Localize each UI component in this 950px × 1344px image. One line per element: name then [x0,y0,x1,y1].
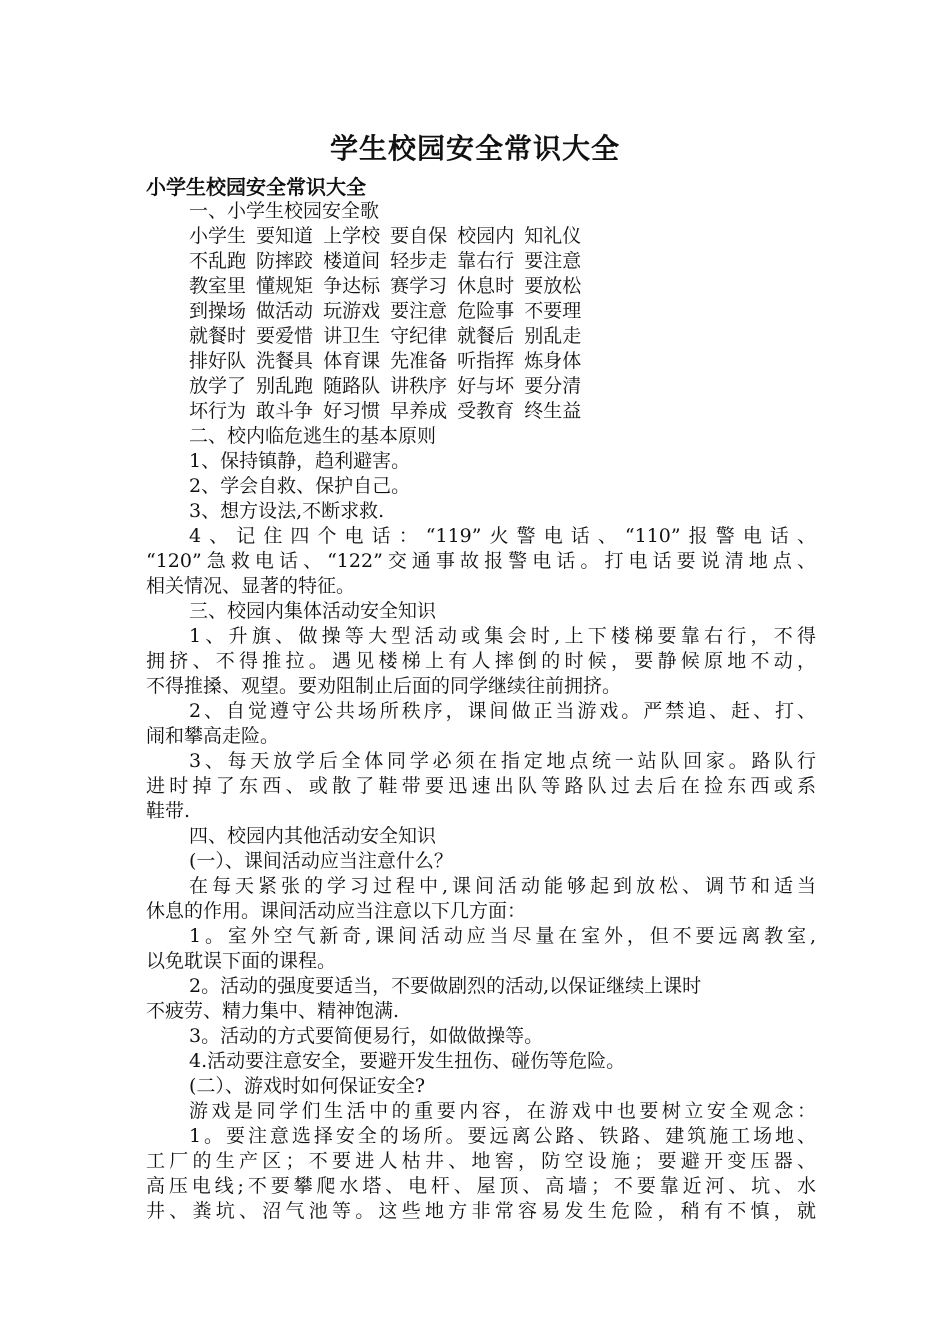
paragraph-line: 以免耽误下面的课程。 [146,950,337,972]
poem-line: 小学生 要知道 上学校 要自保 校园内 知礼仪 [189,225,582,247]
paragraph-line: 工厂的生产区；不要进人枯井、地窖，防空设施；要避开变压器、 [146,1150,816,1172]
paragraph-line: 拥挤、不得推拉。遇见楼梯上有人摔倒的时候，要静候原地不动， [146,650,816,672]
poem-line: 排好队 洗餐具 体育课 先准备 听指挥 炼身体 [189,350,582,372]
paragraph-line: 在每天紧张的学习过程中,课间活动能够起到放松、调节和适当 [189,875,816,897]
paragraph-line: 2、学会自救、保护自己。 [189,475,411,497]
paragraph-line: 3。活动的方式要简便易行，如做做操等。 [189,1025,544,1047]
document-subtitle: 小学生校园安全常识大全 [146,175,366,199]
paragraph-line: 3、每天放学后全体同学必须在指定地点统一站队回家。路队行 [189,750,816,772]
section-heading-escape: 二、校内临危逃生的基本原则 [189,425,437,447]
poem-line: 到操场 做活动 玩游戏 要注意 危险事 不要理 [189,300,582,322]
paragraph-line: 高压电线;不要攀爬水塔、电杆、屋顶、高墙；不要靠近河、坑、水 [146,1175,816,1197]
paragraph-line: 不疲劳、精力集中、精神饱满. [146,1000,400,1022]
poem-line: 坏行为 敢斗争 好习惯 早养成 受教育 终生益 [189,400,582,422]
paragraph-line: 1。室外空气新奇,课间活动应当尽量在室外，但不要远离教室, [189,925,816,947]
paragraph-line: 休息的作用。课间活动应当注意以下几方面： [146,900,527,922]
poem-line: 就餐时 要爱惜 讲卫生 守纪律 就餐后 别乱走 [189,325,582,347]
section-heading-song: 一、小学生校园安全歌 [189,200,380,222]
paragraph-line: 4、记住四个电话：“119”火警电话、“110”报警电话、 [189,525,816,547]
paragraph-line: 2、自觉遵守公共场所秩序，课间做正当游戏。严禁追、赶、打、 [189,700,816,722]
paragraph-line: 进时掉了东西、或散了鞋带要迅速出队等路队过去后在捡东西或系 [146,775,816,797]
paragraph-line: 闹和攀高走险。 [146,725,280,747]
paragraph-line: 3、想方设法,不断求救. [189,500,385,522]
paragraph-line: 相关情况、显著的特征。 [146,575,356,597]
poem-line: 放学了 别乱跑 随路队 讲秩序 好与坏 要分清 [189,375,582,397]
document-title: 学生校园安全常识大全 [329,132,620,165]
section-heading-group-activity: 三、校园内集体活动安全知识 [189,600,437,622]
paragraph-line: 1、保持镇静，趋利避害。 [189,450,411,472]
subsection-heading: (二）、游戏时如何保证安全? [189,1075,426,1097]
poem-line: 教室里 懂规矩 争达标 赛学习 休息时 要放松 [189,275,582,297]
paragraph-line: 1。要注意选择安全的场所。要远离公路、铁路、建筑施工场地、 [189,1125,816,1147]
section-heading-other-activity: 四、校园内其他活动安全知识 [189,825,437,847]
paragraph-line: 1、升旗、做操等大型活动或集会时,上下楼梯要靠右行，不得 [189,625,816,647]
paragraph-line: 游戏是同学们生活中的重要内容，在游戏中也要树立安全观念： [189,1100,816,1122]
paragraph-line: 不得推搡、观望。要劝阻制止后面的同学继续往前拥挤。 [146,675,622,697]
paragraph-line: “120”急救电话、“122”交通事故报警电话。打电话要说清地点、 [146,550,816,572]
poem-line: 不乱跑 防摔跤 楼道间 轻步走 靠右行 要注意 [189,250,582,272]
subsection-heading: (一）、课间活动应当注意什么？ [189,850,453,872]
paragraph-line: 鞋带. [146,800,191,822]
paragraph-line: 4.活动要注意安全，要避开发生扭伤、碰伤等危险。 [189,1050,626,1072]
paragraph-line: 2。活动的强度要适当，不要做剧烈的活动,以保证继续上课时 [189,975,702,997]
paragraph-line: 井、粪坑、沼气池等。这些地方非常容易发生危险，稍有不慎，就 [146,1200,816,1222]
